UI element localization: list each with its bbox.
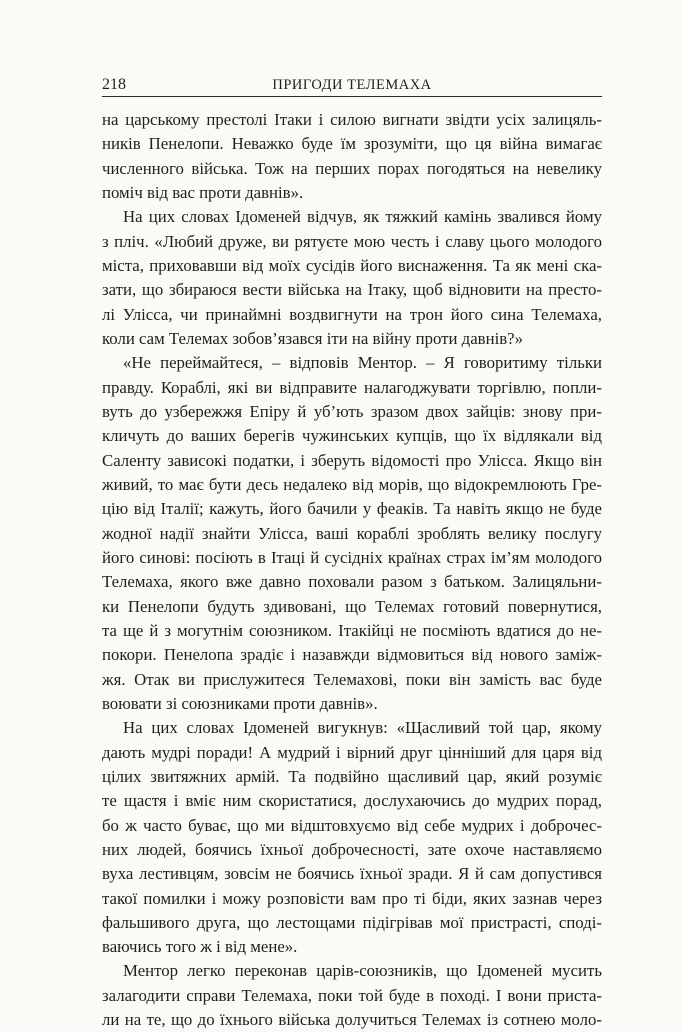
text-line: коли сам Телемах зобов’язався іти на війну проти давнів?» <box>102 328 523 348</box>
text-line: дають мудрі поради! А мудрий і вірний друг цінніший для царя від <box>102 742 602 762</box>
text-line: те щастя і вміє ним скористатися, дослухаючись до мудрих порад, <box>102 791 602 811</box>
text-line: жодної надії знайти Улісса, ваші кораблі зроблять велику послугу <box>102 523 602 543</box>
text-line: покори. Пенелопа зрадіє і назавжди відмовиться від нового заміж- <box>102 645 602 665</box>
text-line: На цих словах Ідоменей відчув, як тяжкий камінь звалився йому <box>123 207 602 227</box>
page-number: 218 <box>102 76 126 93</box>
text-line: бо ж часто буває, що ми відштовхуємо від себе мудрих і доброчес- <box>102 815 602 835</box>
text-line: ли на те, що до їхнього війська долучиться Телемах із сотнею моло- <box>102 1010 602 1030</box>
text-line: лі Улісса, чи принаймні воздвигнути на трон його сина Телемаха, <box>102 304 602 324</box>
text-line: вуха лестивцям, зовсім не боячись їхньої зради. Я й сам допустився <box>102 864 602 884</box>
text-line: правду. Кораблі, які ви відправите налагоджувати торгівлю, попли- <box>102 377 602 397</box>
text-line: фальшивого друга, що лестощами підігрівав мої пристрасті, споді- <box>102 912 602 932</box>
text-line: живий, то має бути десь недалеко від морів, що відокремлюють Гре- <box>102 474 602 494</box>
text-line: міста, приховавши від моїх сусідів його виснаження. Та як мені ска- <box>102 255 602 275</box>
running-head <box>102 74 602 97</box>
text-line: ваючись того ж і від мене». <box>102 937 298 957</box>
text-line: Саленту зависокі податки, і зберуть відомості про Улісса. Якщо він <box>102 450 602 470</box>
text-line: поміч від вас проти давнів». <box>102 182 304 202</box>
text-line: воювати зі союзниками проти давнів». <box>102 693 378 713</box>
text-line: залагодити справи Телемаха, поки той буде в поході. І вони приста- <box>102 985 602 1005</box>
text-line: Ментор легко переконав царів-союзників, що Ідоменей мусить <box>123 961 602 981</box>
text-line: «Не переймайтеся, – відповів Ментор. – Я говоритиму тільки <box>123 353 602 373</box>
text-line: та ще й з могутнім союзником. Ітакійці не посміють вдатися до не- <box>102 620 602 640</box>
text-line: вуть до узбережжя Епіру й уб’ють зразом двох зайців: знову при- <box>102 401 602 421</box>
text-line: на царському престолі Ітаки і силою вигнати звідти усіх залицяль- <box>102 110 602 129</box>
text-line: На цих словах Ідоменей вигукнув: «Щасливий той цар, якому <box>123 718 602 738</box>
text-line: жя. Отак ви прислужитеся Телемахові, поки він замість вас буде <box>102 669 602 689</box>
text-line: зати, що збираюся вести війська на Ітаку, щоб відновити на престо- <box>102 280 602 300</box>
running-title: ПРИГОДИ ТЕЛЕМАХА <box>272 77 432 93</box>
text-line: з пліч. «Любий друже, ви рятуєте мою честь і славу цього молодого <box>102 231 602 251</box>
text-line: Телемаха, якого вже давно поховали разом з батьком. Залицяльни- <box>102 572 602 592</box>
text-line: ників Пенелопи. Неважко буде їм зрозуміти, що ця війна вимагає <box>102 134 602 154</box>
text-line: численного війська. Тож на перших порах погодяться на невелику <box>102 158 602 178</box>
body-text <box>102 108 602 1032</box>
text-line: ки Пенелопи будуть здивовані, що Телемах готовий повернутися, <box>102 596 602 616</box>
text-line: цілих звитяжних армій. Та подвійно щасливий цар, який розуміє <box>102 766 602 786</box>
text-line: них людей, боячись їхньої доброчесності, зате охоче наставляємо <box>102 839 602 859</box>
text-line: його синові: посіють в Ітаці й сусідніх країнах страх ім’ям молодого <box>102 547 602 567</box>
text-line: такої помилки і можу розповісти вам про ті біди, яких зазнав через <box>102 888 602 908</box>
text-line: цію від Італії; кажуть, його бачили у феаків. Та навіть якщо не буде <box>102 499 602 519</box>
text-line: кличуть до ваших берегів чужинських купців, що їх відлякали від <box>102 426 602 446</box>
